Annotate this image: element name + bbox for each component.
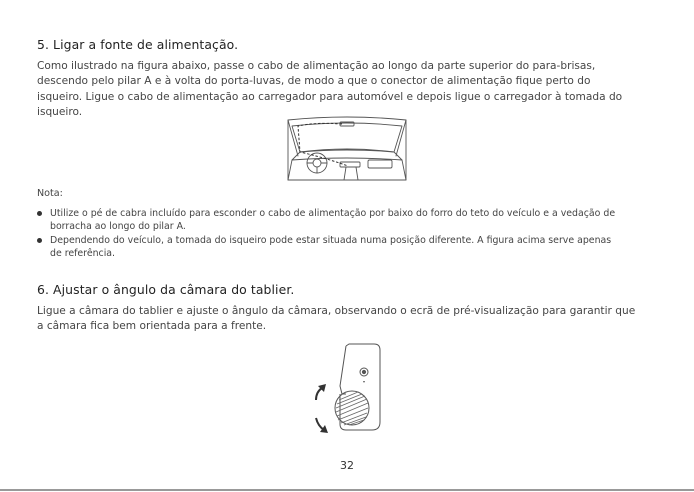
page-number: 32 <box>340 459 354 472</box>
section-6-title: 6. Ajustar o ângulo da câmara do tablier. <box>37 282 295 297</box>
section-5-paragraph <box>37 59 662 121</box>
note-bullet-2-line-2: de referência. <box>50 248 116 259</box>
section-5-line-4: isqueiro. <box>37 106 83 119</box>
speaker-grille-icon <box>336 392 368 425</box>
section-5-line-1: Como ilustrado na figura abaixo, passe o cabo de alimentação ao longo da parte superior do para-brisas, <box>37 60 596 72</box>
power-cable-route <box>298 123 348 166</box>
note-bullet-1 <box>37 207 662 233</box>
section-6-paragraph <box>37 304 662 335</box>
rotate-up-arrow-icon <box>316 388 322 400</box>
bullet-dot-icon <box>37 211 42 216</box>
note-bullets <box>37 207 662 261</box>
car-interior-illustration <box>286 116 408 182</box>
section-5-line-2: descendo pelo pilar A e à volta do porta-luvas, de modo a que o conector de alimentação fique perto do <box>37 75 591 88</box>
note-label: Nota: <box>37 188 63 199</box>
dash-camera-illustration <box>306 338 386 438</box>
section-5-line-3: isqueiro. Ligue o cabo de alimentação ao carregador para automóvel e depois ligue o carregador à tomada do <box>37 90 623 103</box>
bullet-dot-icon <box>37 238 42 243</box>
note-bullet-1-line-2: borracha ao longo do pilar A. <box>50 221 186 232</box>
note-bullet-2-line-1: Dependendo do veículo, a tomada do isqueiro pode estar situada numa posição diferente. A figura acima serve apenas <box>50 235 612 246</box>
section-6-line-1: Ligue a câmara do tablier e ajuste o ângulo da câmara, observando o ecrã de pré-visualização para garantir que <box>37 305 636 317</box>
footer-rule <box>0 489 694 491</box>
note-bullet-2 <box>37 234 662 260</box>
section-6-line-2: a câmara fica bem orientada para a frente. <box>37 320 267 333</box>
section-5-title: 5. Ligar a fonte de alimentação. <box>37 37 239 52</box>
note-bullet-1-line-1: Utilize o pé de cabra incluído para esconder o cabo de alimentação por baixo do forro do teto do veículo e a vedação de <box>50 208 616 219</box>
